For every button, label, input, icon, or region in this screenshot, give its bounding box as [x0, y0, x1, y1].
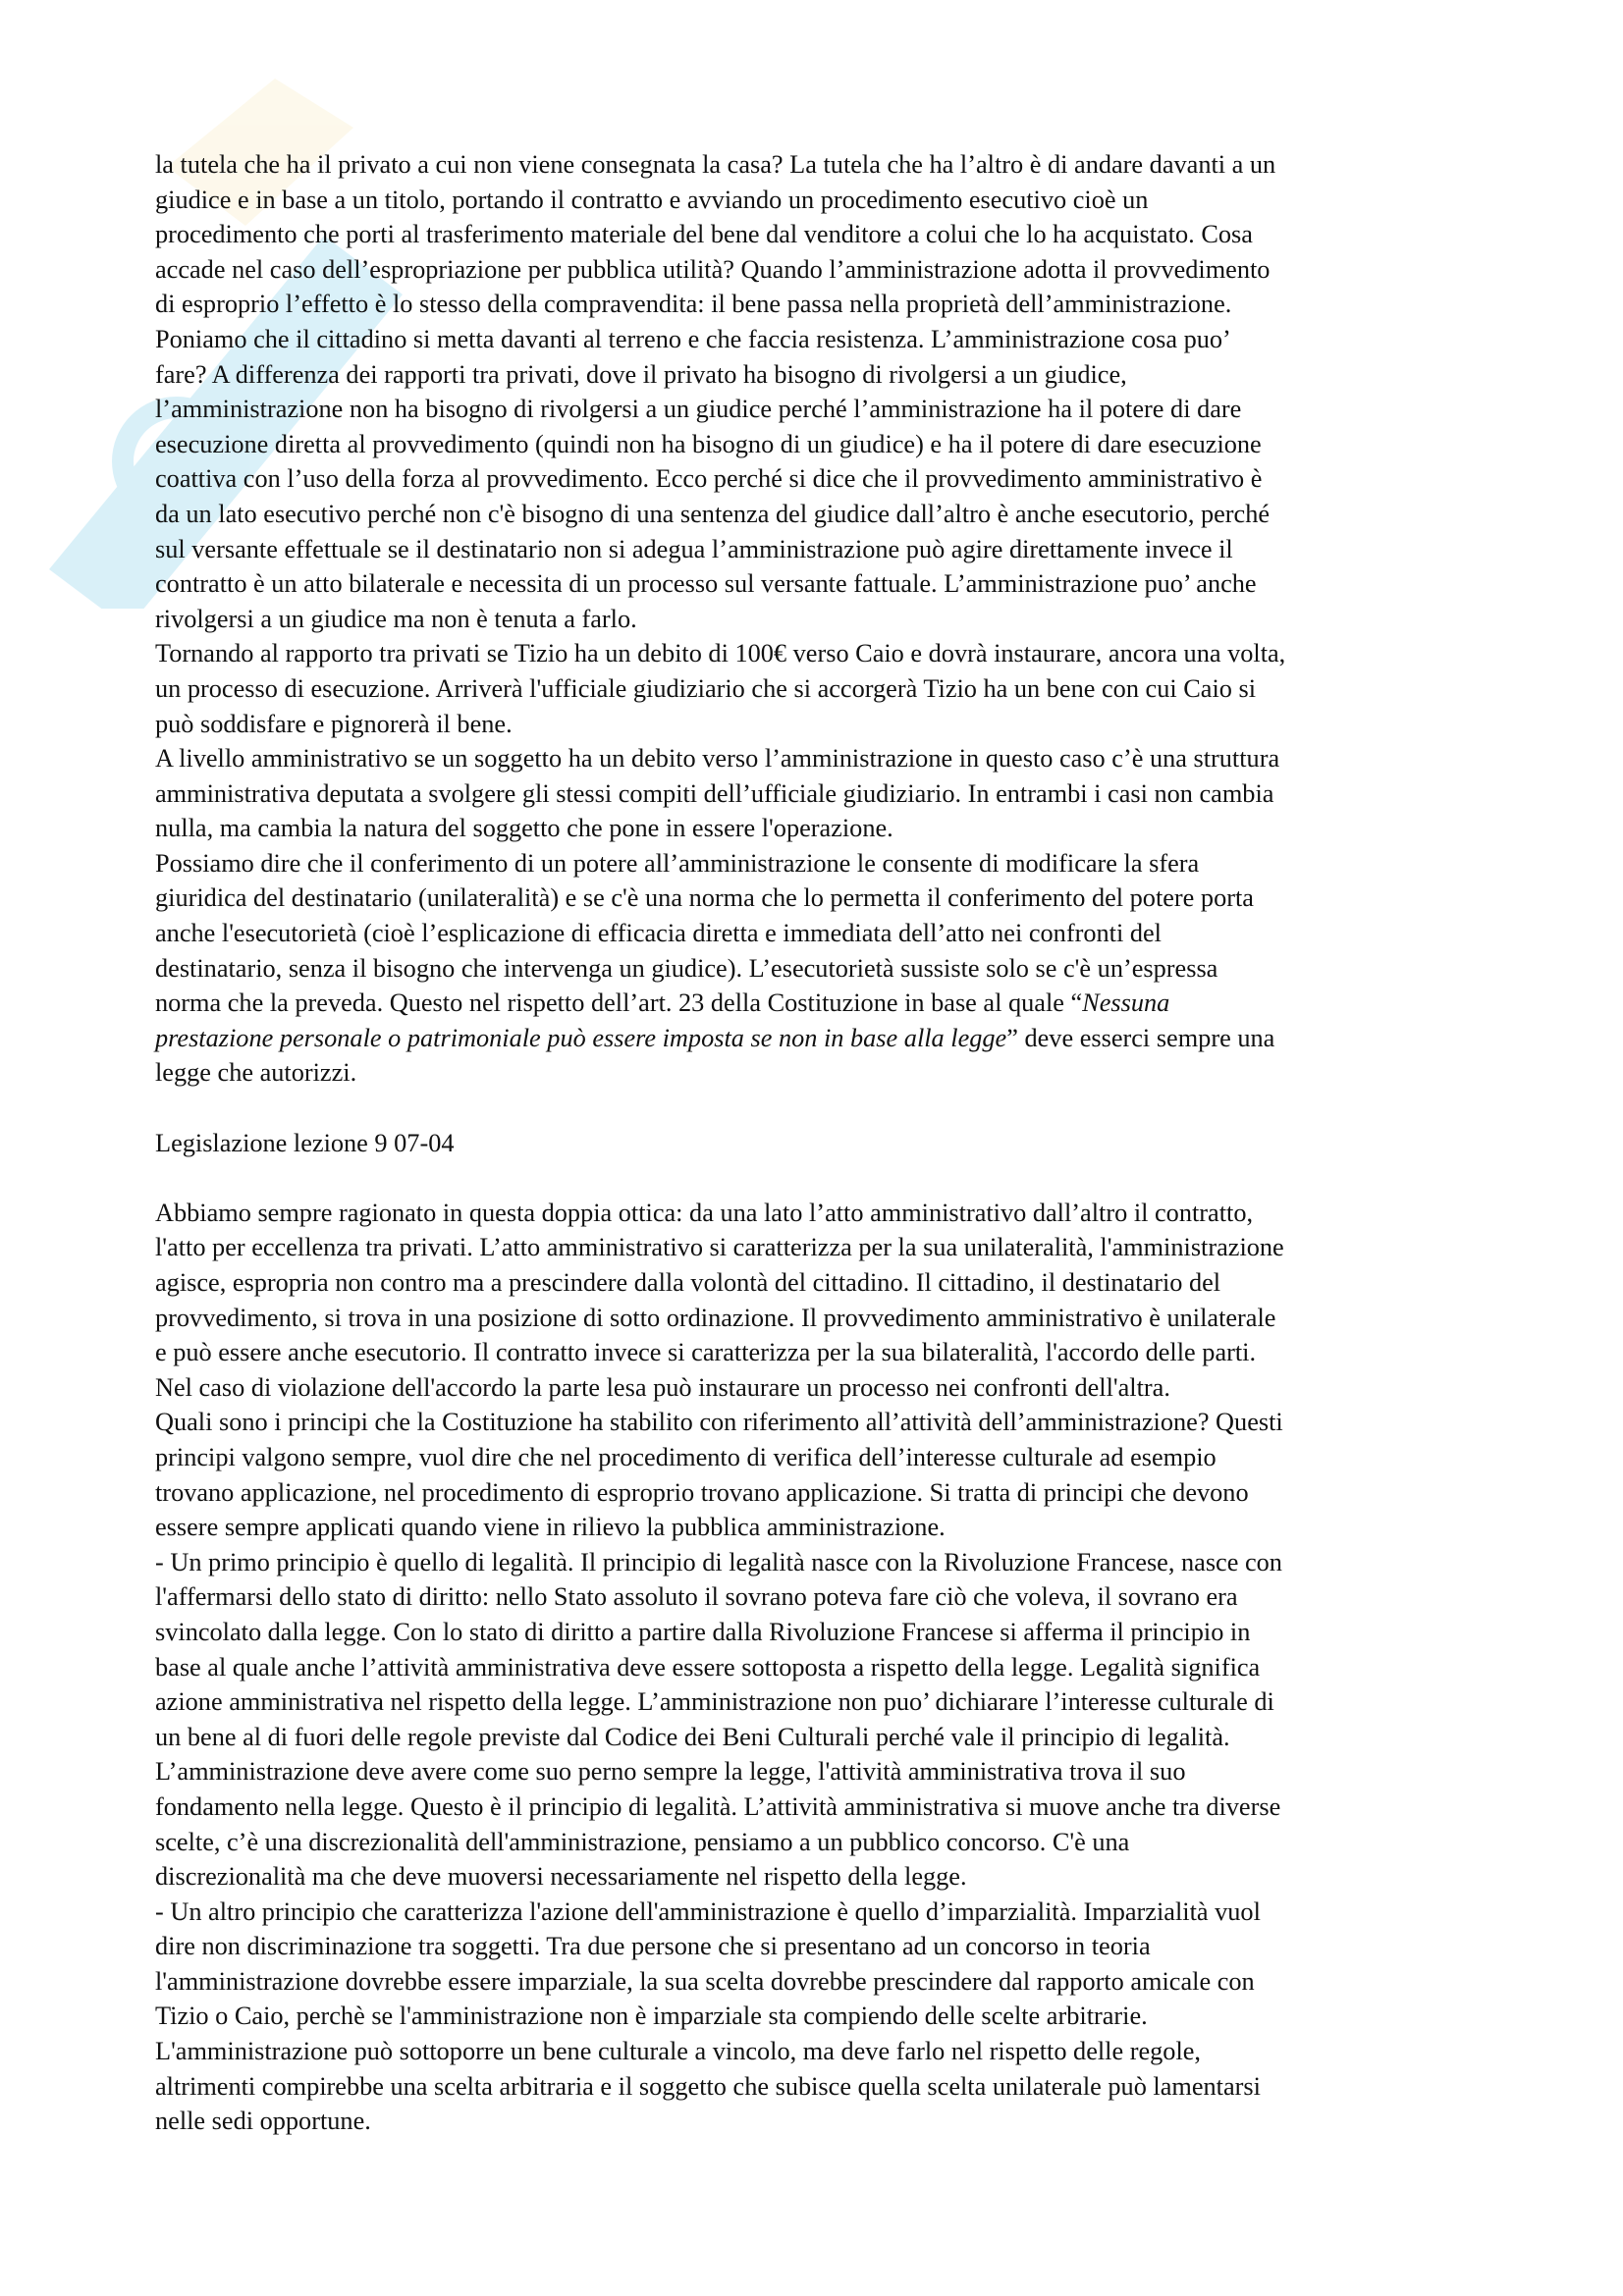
text-line: Possiamo dire che il conferimento di un potere all’amministrazione le consente di modificare la sfera	[155, 848, 1200, 878]
text-line: l'amministrazione dovrebbe essere imparziale, la sua scelta dovrebbe prescindere dal rapporto amicale con	[155, 1966, 1255, 1996]
text-line: norma che la preveda. Questo nel rispetto dell’art. 23 della Costituzione in base al quale “	[155, 988, 1083, 1018]
text-line: - Un altro principio che caratterizza l'azione dell'amministrazione è quello d’imparzialità. Imparzialità vuol	[155, 1896, 1261, 1926]
paragraph-7	[155, 1545, 1481, 1895]
text-line: Abbiamo sempre ragionato in questa doppia ottica: da una lato l’atto amministrativo dall’altro il contratto,	[155, 1198, 1254, 1227]
text-line: L’amministrazione deve avere come suo perno sempre la legge, l'attività amministrativa trova il suo	[155, 1757, 1186, 1787]
text-line: sul versante effettuale se il destinatario non si adegua l’amministrazione può agire direttamente invece il	[155, 534, 1233, 563]
text-line: agisce, espropria non contro ma a prescindere dalla volontà del cittadino. Il cittadino, il destinatario del	[155, 1268, 1221, 1297]
text-line: altrimenti compirebbe una scelta arbitraria e il soggetto che subisce quella scelta unilaterale può lamentarsi	[155, 2071, 1261, 2101]
text-line: azione amministrativa nel rispetto della legge. L’amministrazione non puo’ dichiarare l’interesse culturale di	[155, 1687, 1274, 1717]
text-line: trovano applicazione, nel procedimento di esproprio trovano applicazione. Si tratta di principi che devono	[155, 1477, 1249, 1507]
text-line: nulla, ma cambia la natura del soggetto che pone in essere l'operazione.	[155, 814, 893, 843]
paragraph-6	[155, 1405, 1481, 1544]
text-line: fare? A differenza dei rapporti tra privati, dove il privato ha bisogno di rivolgersi a un giudice,	[155, 359, 1127, 389]
text-line: Nel caso di violazione dell'accordo la parte lesa può instaurare un processo nei confronti dell'altra.	[155, 1372, 1170, 1402]
text-line: legge che autorizzi.	[155, 1058, 357, 1088]
text-line: di esproprio l’effetto è lo stesso della compravendita: il bene passa nella proprietà dell’amministrazione.	[155, 290, 1232, 319]
text-line: discrezionalità ma che deve muoversi necessariamente nel rispetto della legge.	[155, 1862, 967, 1892]
text-line: e può essere anche esecutorio. Il contratto invece si caratterizza per la sua bilateralità, l'accordo delle parti.	[155, 1338, 1257, 1367]
text-line: scelte, c’è una discrezionalità dell'amministrazione, pensiamo a un pubblico concorso. C'è una	[155, 1827, 1130, 1856]
text-line: giudice e in base a un titolo, portando il contratto e avviando un procedimento esecutivo cioè un	[155, 185, 1149, 214]
text-line: procedimento che porti al trasferimento materiale del bene dal venditore a colui che lo ha acquistato. Cosa	[155, 220, 1253, 249]
text-line: Quali sono i principi che la Costituzione ha stabilito con riferimento all’attività dell’amministrazione? Questi	[155, 1408, 1283, 1437]
text-line: Poniamo che il cittadino si metta davanti al terreno e che faccia resistenza. L’amministrazione cosa puo’	[155, 324, 1231, 353]
text-line: Tornando al rapporto tra privati se Tizio ha un debito di 100€ verso Caio e dovrà instaurare, ancora una volta,	[155, 639, 1286, 668]
paragraph-1	[155, 147, 1481, 636]
text-line: destinatario, senza il bisogno che intervenga un giudice). L’esecutorietà sussiste solo se c'è un’espressa	[155, 953, 1218, 983]
text-line: - Un primo principio è quello di legalità. Il principio di legalità nasce con la Rivoluzione Francese, nasce con	[155, 1547, 1282, 1576]
text-line: un processo di esecuzione. Arriverà l'ufficiale giudiziario che si accorgerà Tizio ha un bene con cui Caio si	[155, 673, 1257, 703]
text-line: l'affermarsi dello stato di diritto: nello Stato assoluto il sovrano poteva fare ciò che voleva, il sovrano era	[155, 1582, 1238, 1612]
text-line: nelle sedi opportune.	[155, 2107, 371, 2136]
text-line: fondamento nella legge. Questo è il principio di legalità. L’attività amministrativa si muove anche tra diverse	[155, 1791, 1281, 1821]
text-line: L'amministrazione può sottoporre un bene culturale a vincolo, ma deve farlo nel rispetto delle regole,	[155, 2037, 1202, 2066]
text-line: un bene al di fuori delle regole previste dal Codice dei Beni Culturali perché vale il principio di legalità.	[155, 1722, 1230, 1751]
text-line: giuridica del destinatario (unilateralità) e se c'è una norma che lo permetta il conferimento del potere porta	[155, 883, 1254, 913]
section-heading: Legislazione lezione 9 07-04	[155, 1128, 455, 1157]
spacer	[155, 1091, 1481, 1126]
text-line: essere sempre applicati quando viene in rilievo la pubblica amministrazione.	[155, 1513, 946, 1542]
paragraph-4	[155, 846, 1481, 1091]
text-line: rivolgersi a un giudice ma non è tenuta a farlo.	[155, 604, 637, 633]
text-line: accade nel caso dell’espropriazione per pubblica utilità? Quando l’amministrazione adotta il provvedimento	[155, 254, 1271, 284]
paragraph-5	[155, 1196, 1481, 1406]
text-line: principi valgono sempre, vuol dire che nel procedimento di verifica dell’interesse culturale ad esempio	[155, 1442, 1217, 1471]
text-line: provvedimento, si trova in una posizione di sotto ordinazione. Il provvedimento amministrativo è unilaterale	[155, 1303, 1276, 1332]
text-line: Tizio o Caio, perchè se l'amministrazione non è imparziale sta compiendo delle scelte arbitrarie.	[155, 2002, 1148, 2031]
text-line: amministrativa deputata a svolgere gli stessi compiti dell’ufficiale giudiziario. In entrambi i casi non cambia	[155, 778, 1274, 808]
text-line: dire non discriminazione tra soggetti. Tra due persone che si presentano ad un concorso in teoria	[155, 1932, 1151, 1961]
text-line: base al quale anche l’attività amministrativa deve essere sottoposta a rispetto della legge. Legalità significa	[155, 1652, 1261, 1682]
text-line: esecuzione diretta al provvedimento (quindi non ha bisogno di un giudice) e ha il potere di dare esecuzione	[155, 429, 1262, 458]
constitution-quote: prestazione personale o patrimoniale può essere imposta se non in base alla legge	[155, 1023, 1007, 1052]
paragraph-2	[155, 636, 1481, 741]
text-line: svincolato dalla legge. Con lo stato di diritto a partire dalla Rivoluzione Francese si afferma il principio in	[155, 1617, 1251, 1646]
text-line: può soddisfare e pignorerà il bene.	[155, 709, 513, 738]
paragraph-8	[155, 1895, 1481, 2139]
paragraph-3	[155, 741, 1481, 846]
spacer	[155, 1160, 1481, 1196]
text-line: ” deve esserci sempre una	[1006, 1023, 1275, 1052]
text-line: coattiva con l’uso della forza al provvedimento. Ecco perché si dice che il provvedimento amministrativo è	[155, 464, 1263, 494]
text-line: la tutela che ha il privato a cui non viene consegnata la casa? La tutela che ha l’altro è di andare davanti a un	[155, 150, 1276, 179]
text-line: da un lato esecutivo perché non c'è bisogno di una sentenza del giudice dall’altro è anche esecutorio, perché	[155, 499, 1271, 528]
text-line: l'atto per eccellenza tra privati. L’atto amministrativo si caratterizza per la sua unilateralità, l'amministrazione	[155, 1233, 1284, 1262]
document-page	[155, 147, 1481, 2139]
constitution-quote: Nessuna	[1082, 988, 1170, 1018]
text-line: anche l'esecutorietà (cioè l’esplicazione di efficacia diretta e immediata dell’atto nei confronti del	[155, 919, 1162, 948]
text-line: contratto è un atto bilaterale e necessita di un processo sul versante fattuale. L’amministrazione puo’ anche	[155, 569, 1257, 599]
text-line: A livello amministrativo se un soggetto ha un debito verso l’amministrazione in questo caso c’è una struttura	[155, 744, 1280, 774]
text-line: l’amministrazione non ha bisogno di rivolgersi a un giudice perché l’amministrazione ha il potere di dare	[155, 395, 1242, 424]
